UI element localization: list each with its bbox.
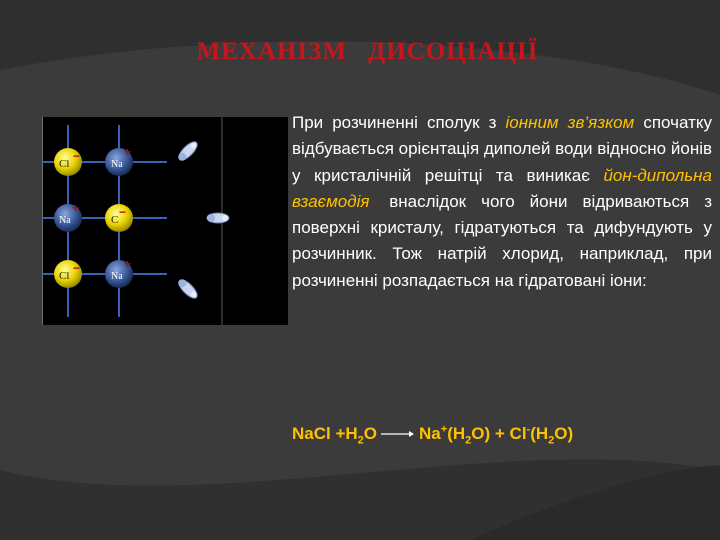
ion-label: Na (59, 215, 71, 226)
ion-charge: − (73, 149, 81, 163)
eq-r5: O) (554, 423, 574, 443)
ion-cl-1 (54, 148, 82, 176)
ion-na-3 (105, 257, 133, 288)
eq-r1: Na (419, 423, 441, 443)
dissociation-equation (292, 423, 712, 446)
text-part-1: При розчиненні сполук з (292, 113, 506, 132)
explanation-paragraph (292, 110, 712, 294)
ion-charge: + (124, 257, 132, 271)
water-molecule-2 (207, 213, 229, 223)
eq-left-a: NaCl +H (292, 423, 358, 443)
eq-left-b: O (363, 423, 378, 443)
eq-r3-sup: - (526, 423, 531, 435)
eq-left-sub: 2 (357, 434, 364, 447)
red-period: . (369, 191, 375, 211)
ion-charge: − (119, 205, 127, 219)
ion-cl-3 (54, 260, 82, 288)
ion-label: Cl (59, 158, 70, 170)
ion-label: Na (111, 271, 123, 282)
ion-cl-2 (105, 204, 133, 232)
water-molecule-3 (176, 277, 200, 301)
slide-title: МЕХАНІЗМ ДИСОЦІАЦІЇ (196, 38, 539, 65)
eq-r4-sub: 2 (548, 434, 555, 447)
text-part-3: внаслідок чого йони відриваються з поверхні кристалу, гідратуються та дифундують у розчинник. Тож натрій хлорид, наприклад, при розчиненні розпадається на гідратовані іони: (292, 191, 712, 290)
ion-label: Na (111, 159, 123, 170)
explanation-text (292, 110, 712, 294)
ion-charge: − (73, 261, 81, 275)
ion-label: C (111, 214, 119, 226)
eq-r2: (H (447, 423, 466, 443)
ion-charge: + (72, 201, 80, 215)
eq-r4: (H (530, 423, 549, 443)
ion-label: Cl (59, 270, 70, 282)
text-part-2: спочатку відбувається орієнтація диполей води відносно йонів у кристалічній решітці та виникає (292, 113, 713, 185)
eq-r3: O) + Cl (471, 423, 527, 443)
eq-r2-sub: 2 (465, 434, 472, 447)
water-molecule-1 (176, 139, 200, 163)
reaction-arrow-icon (377, 429, 419, 439)
lattice-diagram (42, 117, 288, 325)
ion-na-2 (54, 201, 82, 232)
highlight-ion-dipole: йон-дипольна взаємодія (292, 165, 712, 211)
equation-products (419, 423, 574, 447)
ion-charge: + (124, 145, 132, 159)
eq-r1-sup: + (440, 423, 448, 435)
crystal-lattice-figure (42, 117, 288, 325)
highlight-ionic-bond: іонним зв’язком (505, 113, 635, 132)
equation-reactants (292, 423, 378, 447)
ion-na-1 (105, 145, 133, 176)
